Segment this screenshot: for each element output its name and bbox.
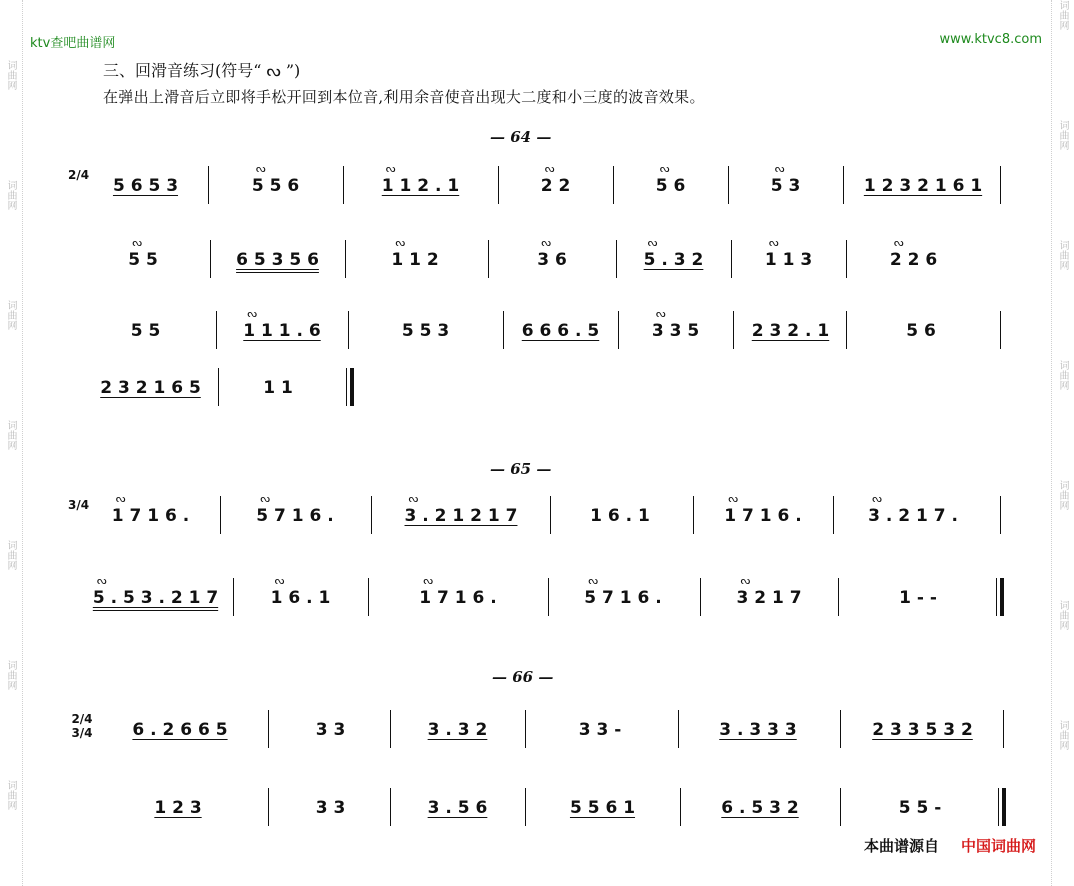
measure [530, 786, 675, 830]
notes: ᔓ 5 . 3 2 [644, 250, 704, 270]
left-margin-strip [0, 0, 23, 886]
notes: ᔓ 3 2 1 7 [736, 588, 801, 608]
watermark-left: ktv查吧曲谱网 [30, 36, 116, 51]
measure [848, 164, 998, 208]
staff-line [68, 708, 1008, 758]
notes: 1 2 3 2 1 6 1 [863, 176, 983, 196]
notes: 1 1 [263, 378, 293, 398]
barline [548, 578, 549, 616]
notes: ᔓ 3 6 [537, 250, 567, 270]
measure [493, 238, 611, 282]
notes: ᔓ 2 2 [541, 176, 571, 196]
barline [618, 311, 619, 349]
measure [225, 494, 365, 538]
measure [213, 164, 338, 208]
measure [698, 494, 828, 538]
notes: 3 3 [315, 798, 346, 818]
barline [678, 710, 679, 748]
barline [693, 496, 694, 534]
measure [843, 576, 993, 620]
exercise-number: — 65 — [490, 460, 552, 478]
footer-credit [864, 835, 1036, 856]
notes: 6 6 6 . 5 [521, 321, 600, 341]
measure [83, 309, 208, 353]
measure [348, 164, 493, 208]
measure [88, 494, 213, 538]
staff-line [68, 576, 1008, 626]
barline [208, 166, 209, 204]
side-watermark: 词曲网 [5, 420, 16, 450]
barline [268, 788, 269, 826]
notes: ᔓ 5 6 [656, 176, 686, 196]
barline [210, 240, 211, 278]
notes: 5 5 6 1 [569, 798, 636, 818]
notes: ᔓ 2 2 6 [890, 250, 937, 270]
measure [738, 309, 843, 353]
measure [553, 576, 693, 620]
barline [733, 311, 734, 349]
measure [683, 708, 833, 752]
barline [488, 240, 489, 278]
measure [88, 164, 203, 208]
barline [833, 496, 834, 534]
measure [685, 786, 835, 830]
measure [273, 786, 388, 830]
exercise-number: — 64 — [490, 128, 552, 146]
exercise-number: — 66 — [492, 668, 554, 686]
right-margin-strip [1051, 0, 1074, 886]
time-signature: 3/4 [68, 498, 90, 512]
barline [731, 240, 732, 278]
side-watermark: 词曲网 [1057, 240, 1068, 270]
notes: ᔓ 1 1 2 [391, 250, 438, 270]
notes: 5 5 [130, 321, 161, 341]
measure [845, 786, 995, 830]
measure [555, 494, 685, 538]
notes: ᔓ 5 7 1 6 . [256, 506, 333, 526]
barline [390, 788, 391, 826]
measure [100, 708, 260, 752]
section-heading: 三、回滑音练习(符号“ ᔓ ”) [103, 61, 301, 80]
measure [98, 786, 258, 830]
notes: ᔓ 1 6 . 1 [271, 588, 331, 608]
side-watermark: 词曲网 [1057, 360, 1068, 390]
footer-label: 本曲谱源自 [863, 837, 939, 855]
notes: 5 5 - [898, 798, 942, 818]
measure [508, 309, 613, 353]
notes: ᔓ 1 7 1 6 . [724, 506, 801, 526]
footer-site-link[interactable]: 中国词曲网 [960, 837, 1036, 855]
side-watermark: 词曲网 [1057, 0, 1068, 30]
measure [845, 708, 1000, 752]
measure [851, 238, 976, 282]
notes: 6 5 3 5 6 [236, 250, 319, 270]
time-signature: 2/4 3/4 [71, 712, 93, 740]
staff-line [68, 494, 1008, 544]
notes: 1 6 . 1 [590, 506, 650, 526]
notes: ᔓ 5 5 6 [252, 176, 299, 196]
barline [846, 240, 847, 278]
measure [350, 238, 480, 282]
barline [268, 710, 269, 748]
measure [88, 366, 213, 410]
notes: ᔓ 5 . 5 3 . 2 1 7 [93, 588, 218, 608]
measure [733, 164, 838, 208]
side-watermark: 词曲网 [1057, 480, 1068, 510]
notes: ᔓ 3 3 5 [652, 321, 699, 341]
barline [838, 578, 839, 616]
staff-line [68, 164, 1008, 214]
barline [371, 496, 372, 534]
measure [83, 238, 203, 282]
notes: 6 . 5 3 2 [721, 798, 799, 818]
notes: 3 . 5 6 [427, 798, 488, 818]
notes: 3 3 - [578, 720, 622, 740]
barline [345, 240, 346, 278]
side-watermark: 词曲网 [5, 300, 16, 330]
barline [368, 578, 369, 616]
barline [503, 311, 504, 349]
measure [621, 238, 726, 282]
barline [1000, 311, 1001, 349]
barline [728, 166, 729, 204]
notes: 6 . 2 6 6 5 [132, 720, 228, 740]
side-watermark: 词曲网 [5, 60, 16, 90]
barline [216, 311, 217, 349]
notes: ᔓ 1 7 1 6 . [112, 506, 189, 526]
barline [525, 788, 526, 826]
barline [680, 788, 681, 826]
measure [395, 708, 520, 752]
barline [840, 710, 841, 748]
measure [238, 576, 363, 620]
notes: 3 3 [315, 720, 346, 740]
notes: ᔓ 5 7 1 6 . [584, 588, 661, 608]
time-signature: 2/4 [68, 168, 90, 182]
barline [843, 166, 844, 204]
notes: ᔓ 5 3 [771, 176, 801, 196]
measure [736, 238, 841, 282]
side-watermark: 词曲网 [5, 780, 16, 810]
notes: 5 5 3 [401, 321, 450, 341]
staff-line [68, 786, 1008, 836]
notes: 1 2 3 [154, 798, 202, 818]
notes: 3 . 3 2 [427, 720, 488, 740]
watermark-right: www.ktvc8.com [939, 32, 1042, 47]
barline [840, 788, 841, 826]
notes: 5 6 [906, 321, 936, 341]
barline [498, 166, 499, 204]
barline [613, 166, 614, 204]
measure [838, 494, 988, 538]
notes: ᔓ 3 . 2 1 7 . [868, 506, 958, 526]
side-watermark: 词曲网 [5, 540, 16, 570]
measure [221, 309, 343, 353]
notes: 2 3 2 1 6 5 [100, 378, 201, 398]
notes: 1 - - [899, 588, 937, 608]
notes: ᔓ 1 1 1 . 6 [243, 321, 320, 341]
barline [1000, 496, 1001, 534]
final-barline [346, 368, 354, 406]
barline [233, 578, 234, 616]
section-description: 在弹出上滑音后立即将手松开回到本位音,利用余音使音出现大二度和小三度的波音效果。 [103, 88, 705, 106]
measure [373, 576, 543, 620]
barline [550, 496, 551, 534]
measure [618, 164, 723, 208]
notes: 2 3 3 5 3 2 [872, 720, 973, 740]
measure [395, 786, 520, 830]
side-watermark: 词曲网 [1057, 120, 1068, 150]
side-watermark: 词曲网 [1057, 720, 1068, 750]
barline [525, 710, 526, 748]
notes: ᔓ 5 5 [128, 250, 158, 270]
notes: ᔓ 1 1 2 . 1 [382, 176, 459, 196]
measure [623, 309, 728, 353]
barline [218, 368, 219, 406]
final-barline [996, 578, 1004, 616]
measure [530, 708, 670, 752]
barline [700, 578, 701, 616]
notes: 5 6 5 3 [112, 176, 179, 196]
barline [1003, 710, 1004, 748]
measure [705, 576, 833, 620]
barline [390, 710, 391, 748]
notes: ᔓ 1 7 1 6 . [419, 588, 496, 608]
side-watermark: 词曲网 [5, 660, 16, 690]
barline [846, 311, 847, 349]
side-watermark: 词曲网 [1057, 600, 1068, 630]
measure [215, 238, 340, 282]
notes: ᔓ 3 . 2 1 2 1 7 [405, 506, 518, 526]
staff-line [68, 366, 1008, 416]
barline [1000, 166, 1001, 204]
barline [220, 496, 221, 534]
measure [83, 576, 228, 620]
measure [503, 164, 608, 208]
notes: ᔓ 1 1 3 [765, 250, 812, 270]
staff-line [68, 238, 1008, 288]
staff-line [68, 309, 1008, 359]
side-watermark: 词曲网 [5, 180, 16, 210]
notes: 2 3 2 . 1 [751, 321, 830, 341]
measure [353, 309, 498, 353]
notes: 3 . 3 3 3 [719, 720, 797, 740]
barline [348, 311, 349, 349]
barline [616, 240, 617, 278]
final-barline [998, 788, 1006, 826]
barline [343, 166, 344, 204]
measure [851, 309, 991, 353]
measure [223, 366, 333, 410]
measure [376, 494, 546, 538]
measure [273, 708, 388, 752]
